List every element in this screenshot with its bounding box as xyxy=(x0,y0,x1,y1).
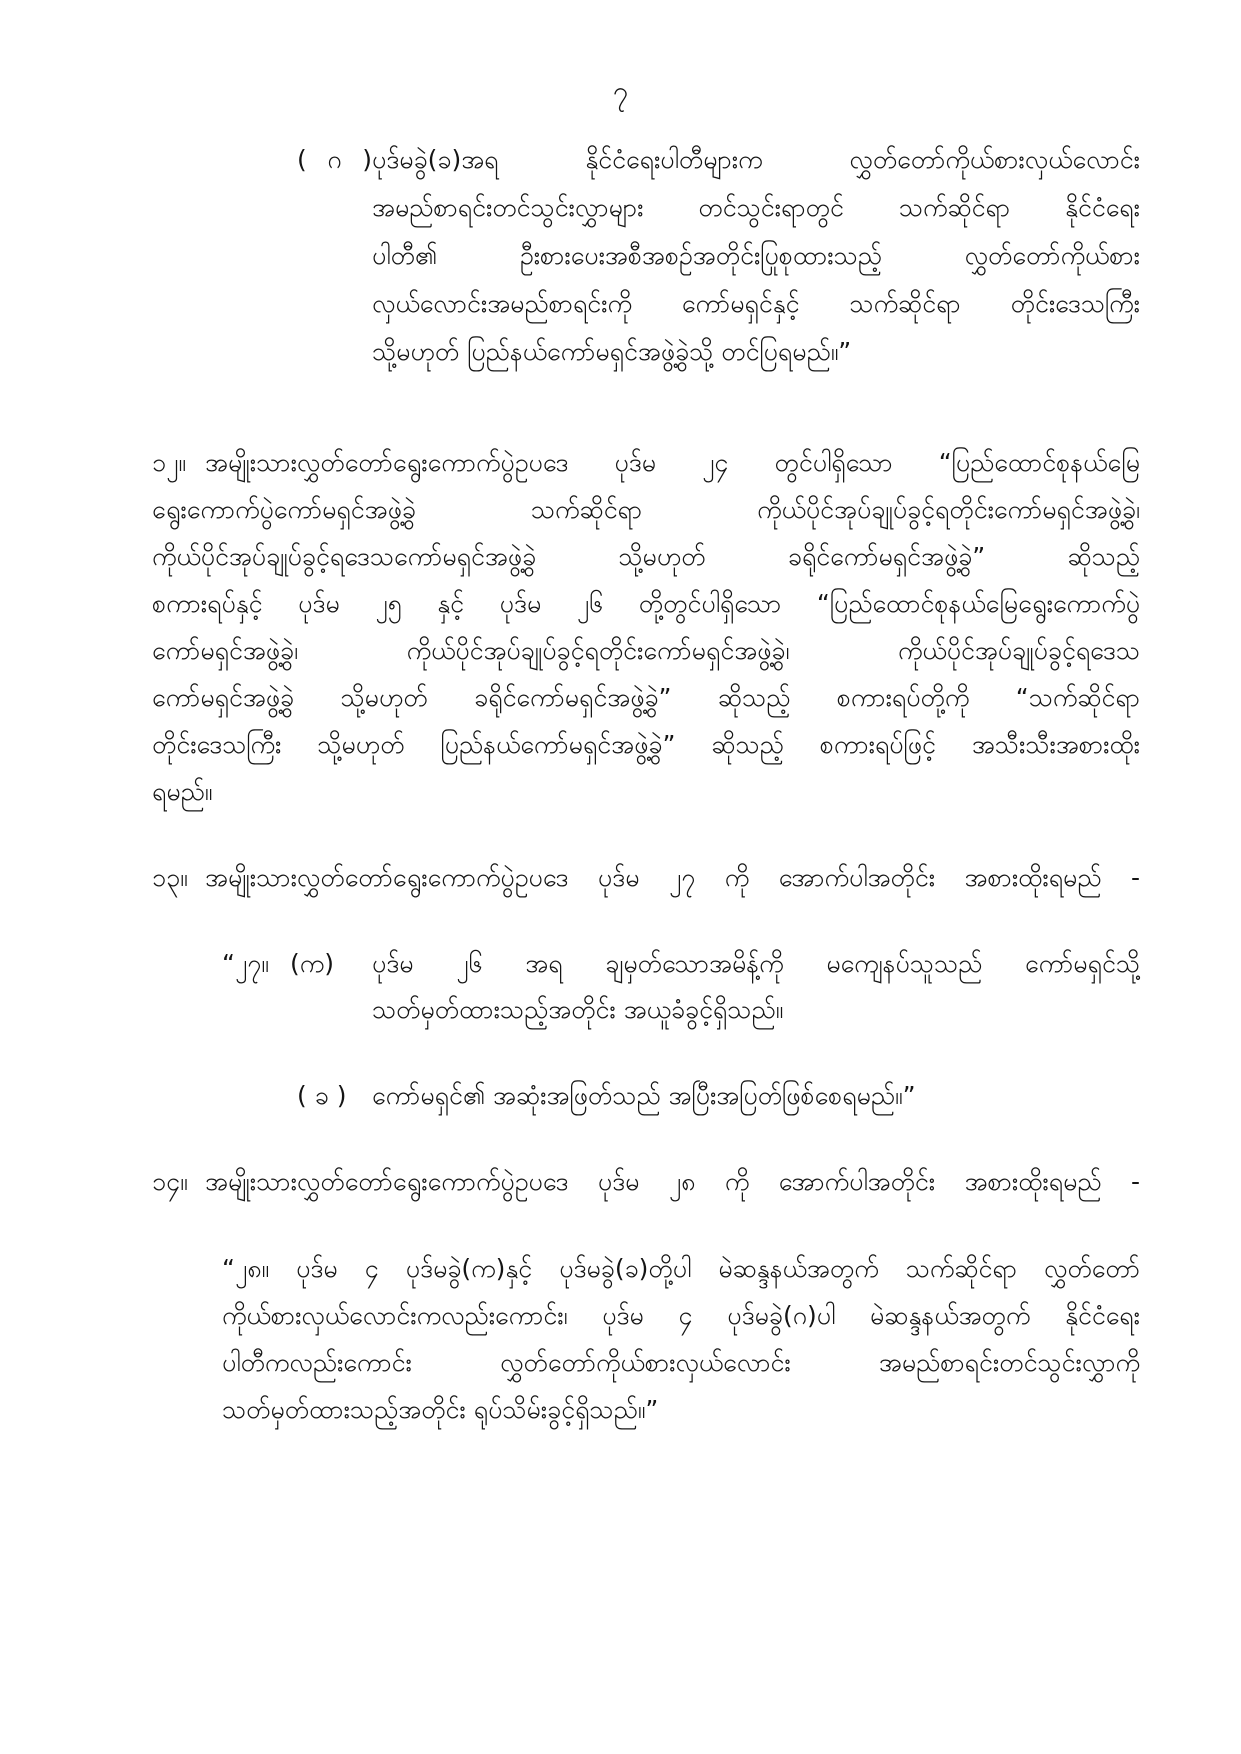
section-12-line: စကားရပ်နှင့် ပုဒ်မ ၂၅ နှင့် ပုဒ်မ ၂၆ တို့တွင်ပါရှိသော “ပြည်ထောင်စုနယ်မြေရွေးကောက်ပွဲ xyxy=(152,589,1140,618)
section-12-line: ကော်မရှင်အဖွဲ့ခွဲ သို့မဟုတ် ခရိုင်ကော်မရှင်အဖွဲ့ခွဲ” ဆိုသည့် စကားရပ်တို့ကို “သက်ဆိုင်ရာ xyxy=(152,683,1140,712)
clause-ga-line: ပုဒ်မခွဲ(ခ)အရ နိုင်ငံရေးပါတီများက လွှတ်တော်ကိုယ်စားလှယ်လောင်း xyxy=(372,145,1140,174)
clause-kha-line xyxy=(297,1073,1140,1119)
section-12-number: ၁၂။ xyxy=(152,448,186,477)
section-12-line: အမျိုးသားလွှတ်တော်ရွေးကောက်ပွဲဥပဒေ ပုဒ်မ ၂၄ တွင်ပါရှိသော “ပြည်ထောင်စုနယ်မြေ xyxy=(205,448,1140,477)
section-12-line: ရွေးကောက်ပွဲကော်မရှင်အဖွဲ့ခွဲ သက်ဆိုင်ရာ ကိုယ်ပိုင်အုပ်ချုပ်ခွင့်ရတိုင်းကော်မရှင်အဖွဲ့ခွဲ၊ xyxy=(152,495,1140,524)
section-13-heading-line xyxy=(152,855,1140,901)
clause-kha xyxy=(297,1073,1140,1119)
section-12-line: ကော်မရှင်အဖွဲ့ခွဲ၊ ကိုယ်ပိုင်အုပ်ချုပ်ခွင့်ရတိုင်းကော်မရှင်အဖွဲ့ခွဲ၊ ကိုယ်ပိုင်အုပ်ချုပ်ခွင့်ရဒေသ xyxy=(152,636,1140,665)
section-27-quote xyxy=(222,941,1140,1033)
section-12 xyxy=(152,439,1140,815)
section-14-heading: အမျိုးသားလွှတ်တော်ရွေးကောက်ပွဲဥပဒေ ပုဒ်မ ၂၈ ကို အောက်ပါအတိုင်း အစားထိုးရမည် - xyxy=(205,1167,1140,1196)
clause-ga-line: ပါတီ၏ ဦးစားပေးအစီအစဉ်အတိုင်းပြုစုထားသည့် လွှတ်တော်ကိုယ်စား xyxy=(372,241,1140,270)
section-13-heading: အမျိုးသားလွှတ်တော်ရွေးကောက်ပွဲဥပဒေ ပုဒ်မ ၂၇ ကို အောက်ပါအတိုင်း အစားထိုးရမည် - xyxy=(205,863,1140,892)
section-12-line: တိုင်းဒေသကြီး သို့မဟုတ် ပြည်နယ်ကော်မရှင်အဖွဲ့ခွဲ” ဆိုသည့် စကားရပ်ဖြင့် အသီးသီးအစားထိုး xyxy=(152,730,1140,759)
section-27-first-line xyxy=(222,941,1140,987)
section-14 xyxy=(152,1159,1140,1205)
clause-ka-line: ပုဒ်မ ၂၆ အရ ချမှတ်သောအမိန့်ကို မကျေနပ်သူသည် ကော်မရှင်သို့ xyxy=(372,949,1140,978)
section-27-number: “၂၇။ xyxy=(222,949,269,978)
section-28-quote xyxy=(222,1245,1140,1433)
clause-ga-line: အမည်စာရင်းတင်သွင်းလွှာများ တင်သွင်းရာတွင် သက်ဆိုင်ရာ နိုင်ငံရေး xyxy=(372,193,1140,222)
section-12-line: ရမည်။ xyxy=(152,777,213,806)
clause-ga-line: လှယ်လောင်းအမည်စာရင်းကို ကော်မရှင်နှင့် သက်ဆိုင်ရာ တိုင်းဒေသကြီး xyxy=(372,289,1140,318)
clause-ga-first-line xyxy=(297,136,1140,184)
clause-ga-line: သို့မဟုတ် ပြည်နယ်ကော်မရှင်အဖွဲ့ခွဲသို့ တင်ပြရမည်။” xyxy=(372,337,852,366)
section-28-line: သတ်မှတ်ထားသည့်အတိုင်း ရုပ်သိမ်းခွင့်ရှိသည်။” xyxy=(222,1395,659,1424)
section-14-heading-line xyxy=(152,1159,1140,1205)
clause-ga xyxy=(297,136,1140,376)
section-28-line: ပါတီကလည်းကောင်း လွှတ်တော်ကိုယ်စားလှယ်လောင်း အမည်စာရင်းတင်သွင်းလွှာကို xyxy=(222,1348,1140,1377)
section-28-line: ကိုယ်စားလှယ်လောင်းကလည်းကောင်း၊ ပုဒ်မ ၄ ပုဒ်မခွဲ(ဂ)ပါ မဲဆန္ဒနယ်အတွက် နိုင်ငံရေး xyxy=(222,1301,1140,1330)
page-number: ၇ xyxy=(612,76,629,107)
section-12-first-line xyxy=(152,439,1140,486)
clause-ka-label: (က) xyxy=(290,949,334,978)
clause-kha-text: ကော်မရှင်၏ အဆုံးအဖြတ်သည် အပြီးအပြတ်ဖြစ်စေရမည်။” xyxy=(372,1081,916,1110)
clause-ga-label: ( ဂ ) xyxy=(297,145,372,174)
section-13 xyxy=(152,855,1140,901)
clause-ka-line: သတ်မှတ်ထားသည့်အတိုင်း အယူခံခွင့်ရှိသည်။ xyxy=(372,995,784,1024)
clause-kha-label: ( ခ ) xyxy=(297,1081,347,1110)
section-12-line: ကိုယ်ပိုင်အုပ်ချုပ်ခွင့်ရဒေသကော်မရှင်အဖွဲ့ခွဲ သို့မဟုတ် ခရိုင်ကော်မရှင်အဖွဲ့ခွဲ” ဆိုသည့် xyxy=(152,542,1140,571)
section-14-number: ၁၄။ xyxy=(152,1167,188,1196)
section-13-number: ၁၃။ xyxy=(152,863,188,892)
section-28-line: “၂၈။ ပုဒ်မ ၄ ပုဒ်မခွဲ(က)နှင့် ပုဒ်မခွဲ(ခ)တို့ပါ မဲဆန္ဒနယ်အတွက် သက်ဆိုင်ရာ လွှတ်တော် xyxy=(222,1254,1140,1283)
